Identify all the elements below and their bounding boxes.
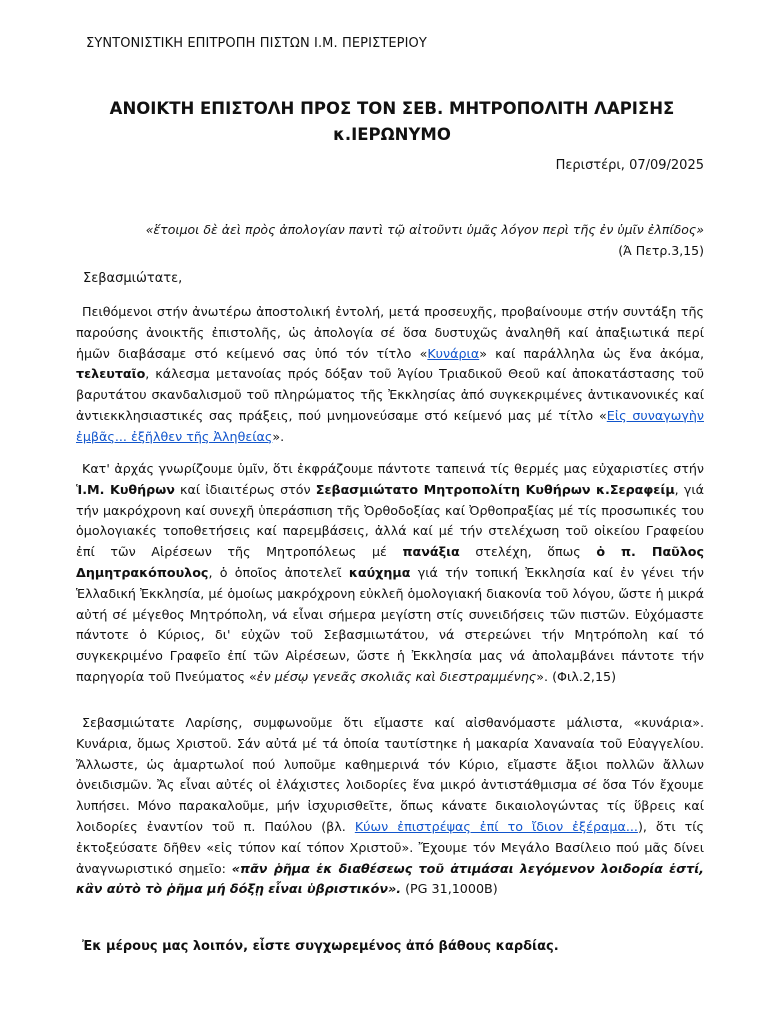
paragraph-3-text-c: (PG 31,1000B) — [401, 881, 498, 897]
paragraph-3-text-a: Σεβασμιώτατε Λαρίσης, συμφωνοῦμε ὅτι εἴμαστε καί αἰσθανόμαστε μάλιστα, «κυνάρια». Κυνάρια, ὅμως Χριστοῦ. Σάν αὐτά μέ τά ὁποία ταυτίστηκε ἡ μακαρία Χαναναία τοῦ Εὐαγγελίου. Ἄλλωστε, ὡς ἁμαρτωλοί πού λυποῦμε καθημερινά τόν Κύριο, εἴμαστε ἄξιοι πολλῶν ἄλλων ὀνειδισμῶν. Ἄς εἶναι αὐτές οἱ ἐλάχιστες λοιδορίες ἕνα μικρό ἀντιστάθμισμα σέ ὅσα Τόν ἔχουμε λυπήσει. Μόνο παρακαλοῦμε, μήν ἰσχυρισθεῖτε, ὅπως κάνατε δικαιολογώντας τίς ὕβρεις καί λοιδορίες ἐναντίον τοῦ π. Παύλου (βλ. — [76, 715, 704, 834]
paragraph-2-bold-2: Σεβασμιώτατο Μητροπολίτη Κυθήρων κ.Σεραφείμ — [315, 481, 675, 497]
paragraph-2-bold-3: πανάξια — [402, 544, 460, 560]
link-dog-returned-article[interactable]: Κύων ἐπιστρέψας ἐπί το ἴδιον ἐξέραμα... — [354, 818, 638, 834]
paragraph-2 — [76, 459, 704, 688]
epigraph-reference: (Ά Πετρ.3,15) — [618, 243, 704, 258]
salutation: Σεβασμιώτατε, — [83, 271, 183, 286]
paragraph-2-text-a: Κατ' ἀρχάς γνωρίζουμε ὑμῖν, ὅτι ἐκφράζουμε πάντοτε ταπεινά τίς θερμές μας εὐχαριστίες στήν — [82, 461, 704, 476]
closing-line: Ἐκ μέρους μας λοιπόν, εἶστε συγχωρεμένος ἀπό βάθους καρδίας. — [82, 939, 559, 954]
link-synagogue-article[interactable]: Εἰς συναγωγὴν ἐμβᾶς... ἐξῆλθεν τῆς Ἀληθείας — [76, 407, 704, 444]
paragraph-1-text-d: ». — [272, 428, 285, 444]
paragraph-2-text-f: γιά τήν τοπική Ἐκκλησία καί ἐν γένει τήν Ἑλλαδική Ἐκκλησία, μέ ὁμοίως μακρόχρονη εὐκλεῆ ὁμολογιακή διακονία τοῦ λόγου, ὥστε ἡ μικρά αὐτή σέ μέγεθος Μητρόπολη, νά εἶναι σήμερα μεγίστη στίς συνειδήσεις τῶν πιστῶν. Εὐχόμαστε πάντοτε ὁ Κύριος, δι' εὐχῶν τοῦ Σεβασμιωτάτου, νά στερεώνει τήν Μητρόπολη καί τό συγκεκριμένο Γραφεῖο ἐπί τῶν Αἱρέσεων, ὥστε ἡ Ἐκκλησία μας νά ἀπολαμβάνει πάντοτε τήν παρηγορία τοῦ Πνεύματος « — [76, 564, 704, 684]
paragraph-1-text-c: , κάλεσμα μετανοίας πρός δόξαν τοῦ Ἁγίου Τριαδικοῦ Θεοῦ καί ἀποκατάστασης τοῦ βαρυτάτου σκανδαλισμοῦ τοῦ πληρώματος τῆς Ἐκκλησίας ἀπό συγκεκριμένες ἀντικανονικές καί ἀντιεκκλησιαστικές σας πράξεις, πού μνημονεύσαμε στό κείμενό μας μέ τίτλο « — [76, 366, 704, 423]
paragraph-2-bold-4: ὁ π. Παῦλος Δημητρακόπουλος — [76, 544, 705, 580]
paragraph-3-text-b: ), ὅτι τίς ἐκτοξεύσατε δῆθεν «εἰς τύπον καί τόπον Χριστοῦ». Ἔχουμε τόν Μεγάλο Βασίλειο πού μᾶς δίνει ἀναγνωριστικό σημεῖο: — [76, 818, 705, 876]
paragraph-2-bold-1: Ἱ.Μ. Κυθήρων — [76, 481, 175, 497]
paragraph-1-bold: τελευταῖο — [76, 366, 146, 382]
letter-title — [60, 96, 724, 148]
title-line-2: κ.ΙΕΡΩΝΥΜΟ — [333, 125, 451, 144]
paragraph-2-text-e: , ὁ ὁποῖος ἀποτελεῖ — [208, 564, 349, 580]
epigraph — [64, 219, 704, 261]
letter-date: Περιστέρι, 07/09/2025 — [555, 158, 704, 173]
committee-header: ΣΥΝΤΟΝΙΣΤΙΚΗ ΕΠΙΤΡΟΠΗ ΠΙΣΤΩΝ Ι.Μ. ΠΕΡΙΣΤΕΡΙΟΥ — [86, 36, 427, 51]
paragraph-2-text-d: στελέχη, ὅπως — [459, 544, 597, 560]
paragraph-1-text-a: Πειθόμενοι στήν ἀνωτέρω ἀποστολική ἐντολή, μετά προσευχῆς, προβαίνουμε στήν συντάξη τῆς παρούσης ἀνοικτῆς ἐπιστολῆς, ὡς ἀπολογία σέ ὅσα δυστυχῶς ἀναληθῆ καί ἀπαξιωτικά περί ἡμῶν διαβάσαμε στό κείμενό σας ὑπό τόν τίτλο « — [76, 304, 704, 361]
paragraph-2-text-b: καί ἰδιαιτέρως στόν — [174, 481, 316, 497]
paragraph-2-text-c: , γιά τήν μακρόχρονη καί συνεχῆ ὑπεράσπιση τῆς Ὀρθοδοξίας καί Ὀρθοπραξίας μέ τίς προσωπικές του ὁμολογιακές τοποθετήσεις καί παρεμβάσεις, ἀλλά καί μέ τήν στελέχωση τοῦ οἰκείου Γραφείου ἐπί τῶν Αἱρέσεων τῆς Μητροπόλεως μέ — [76, 481, 705, 560]
paragraph-2-bold-5: καύχημα — [348, 564, 411, 580]
link-kynaria[interactable]: Κυνάρια — [427, 345, 480, 361]
title-line-1: ΑΝΟΙΚΤΗ ΕΠΙΣΤΟΛΗ ΠΡΟΣ ΤΟΝ ΣΕΒ. ΜΗΤΡΟΠΟΛΙΤΗ ΛΑΡΙΣΗΣ — [109, 99, 675, 118]
paragraph-1 — [76, 302, 704, 448]
paragraph-2-text-g: ». (Φιλ.2,15) — [536, 668, 617, 684]
paragraph-3-basil-quote: «πᾶν ῥῆμα ἐκ διαθέσεως τοῦ ἀτιμάσαι λεγόμενον λοιδορία ἐστί, κἂν αὐτὸ τὸ ῥῆμα μή δόξῃ εἶναι ὑβριστικόν». — [76, 860, 704, 897]
paragraph-1-text-b: » καί παράλληλα ὡς ἕνα ἀκόμα, — [479, 345, 704, 361]
paragraph-2-italic: ἐν μέσῳ γενεᾶς σκολιᾶς καὶ διεστραμμένης — [256, 668, 537, 684]
epigraph-verse: «ἕτοιμοι δὲ ἀεὶ πρὸς ἀπολογίαν παντὶ τῷ αἰτοῦντι ὑμᾶς λόγον περὶ τῆς ἐν ὑμῖν ἐλπίδος» — [145, 222, 704, 237]
paragraph-3 — [76, 713, 704, 900]
